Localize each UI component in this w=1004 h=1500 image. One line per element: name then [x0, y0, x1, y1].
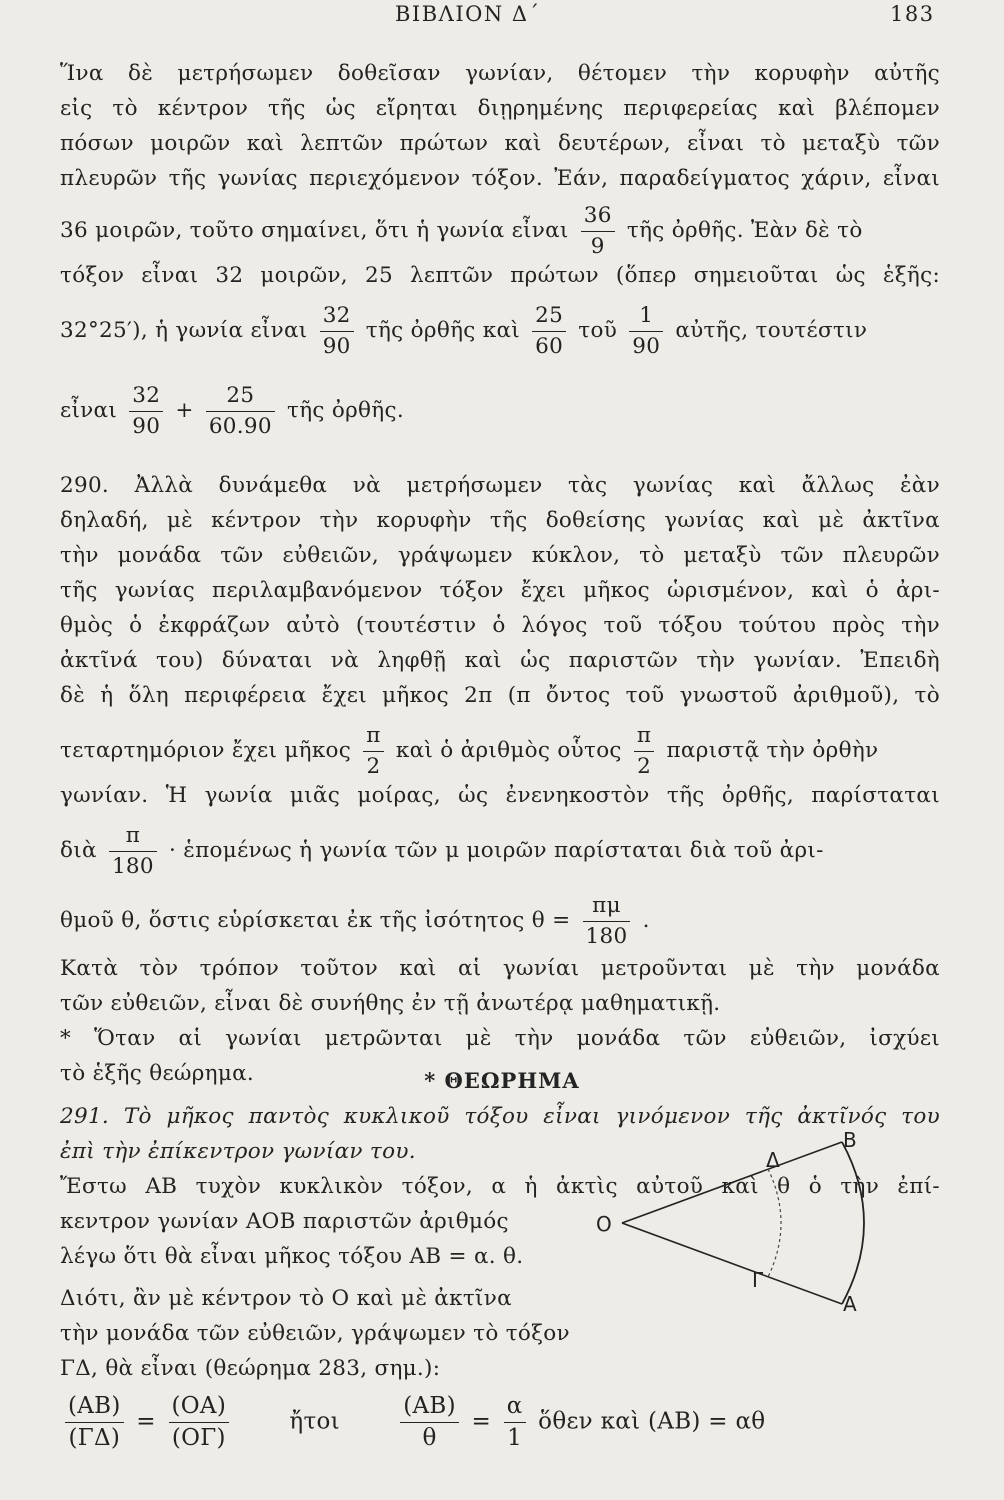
fraction: $\frac{36}{9}$ [581, 205, 615, 257]
theorem-statement: ἐπὶ τὴν ἐπίκεντρον γωνίαν του. [60, 1139, 416, 1164]
paragraph-290-line-fraction: διὰ $\frac{\pi}{180}$ · ἑπομένως ἡ γωνία τῶν μ μοιρῶν παρίσταται διὰ τοῦ ἀρι- [60, 823, 824, 879]
paragraph-290-line-fraction: θμοῦ θ, ὅστις εὑρίσκεται ἐκ τῆς ἰσότητος θ = $\frac{\pi\mu}{180}$ . [60, 893, 650, 949]
paragraph-290-line: τὴν μονάδα τῶν εὐθειῶν, γράψωμεν κύκλον, τὸ μεταξὺ τῶν πλευρῶν [60, 543, 940, 568]
text-line: εἰς τὸ κέντρον τῆς ὡς εἴρηται διῃρημένης περιφερείας καὶ βλέπομεν [60, 96, 940, 121]
theorem-statement: 291. Τὸ μῆκος παντὸς κυκλικοῦ τόξου εἶναι γινόμενον τῆς ἀκτῖνός του [60, 1104, 940, 1129]
point-label-O: Ο [596, 1212, 612, 1236]
paragraph-290-line: δὲ ἡ ὅλη περιφέρεια ἔχει μῆκος 2π (π ὄντος τοῦ γνωστοῦ ἀριθμοῦ), τὸ [60, 683, 940, 708]
proof-line: Ἔστω ΑΒ τυχὸν κυκλικὸν τόξον, α ἡ ἀκτὶς αὐτοῦ καὶ θ ὁ τὴν ἐπί- [60, 1174, 940, 1199]
paragraph-290-line: τὸ ἑξῆς θεώρημα. [60, 1061, 255, 1086]
fraction: $\frac{(OA)}{(O\Gamma)}$ [169, 1395, 230, 1450]
point-label-B: Β [843, 1128, 857, 1152]
fraction: $\frac{\alpha}{1}$ [504, 1395, 526, 1450]
theorem-title: * ΘΕΩΡΗΜΑ [424, 1068, 580, 1093]
radius-OA [622, 1223, 842, 1304]
running-head: ΒΙΒΛΙΟΝ Δ΄ [395, 2, 541, 26]
proof-line: τὴν μονάδα τῶν εὐθειῶν, γράψωμεν τὸ τόξον [60, 1321, 570, 1346]
text-line: Ἵνα δὲ μετρήσωμεν δοθεῖσαν γωνίαν, θέτομεν τὴν κορυφὴν αὐτῆς [60, 61, 940, 86]
fraction: $\frac{32}{90}$ [320, 305, 354, 357]
page-number: 183 [890, 2, 935, 26]
paragraph-290-line-fractions: τεταρτημόριον ἔχει μῆκος $\frac{\pi}{2}$ καὶ ὁ ἀριθμὸς οὗτος $\frac{\pi}{2}$ παριστᾷ τὴν ὀρθὴν [60, 723, 879, 779]
fraction: $\frac{25}{60}$ [532, 305, 566, 357]
fraction: $\frac{(AB)}{(\Gamma\Delta)}$ [65, 1395, 124, 1450]
fraction: $\frac{32}{90}$ [129, 385, 163, 437]
proof-equation: $\frac{(AB)}{(\Gamma\Delta)}$ = $\frac{(OA)}{(O\Gamma)}$ ἤτοι $\frac{(AB)}{\theta}$ = $\frac{\alpha}{1}$ ὅθεν καὶ (ΑΒ) = αθ [60, 1395, 940, 1450]
proof-line: κεντρον γωνίαν ΑΟΒ παριστῶν ἀριθμός [60, 1209, 509, 1234]
point-label-D: Δ [766, 1148, 780, 1172]
proof-line: ΓΔ, θὰ εἶναι (θεώρημα 283, σημ.): [60, 1356, 441, 1381]
fraction: $\frac{\pi}{180}$ [109, 825, 157, 877]
paragraph-290-line: τῶν εὐθειῶν, εἶναι δὲ συνήθης ἐν τῇ ἀνωτέρᾳ μαθηματικῇ. [60, 991, 721, 1016]
paragraph-290-line: Κατὰ τὸν τρόπον τοῦτον καὶ αἱ γωνίαι μετροῦνται μὲ τὴν μονάδα [60, 956, 940, 981]
proof-line: Διότι, ἂν μὲ κέντρον τὸ Ο καὶ μὲ ἀκτῖνα [60, 1286, 512, 1311]
text-line: πλευρῶν τῆς γωνίας περιεχόμενον τόξον. Ἐάν, παραδείγματος χάριν, εἶναι [60, 166, 940, 191]
text-line: πόσων μοιρῶν καὶ λεπτῶν πρώτων καὶ δευτέρων, εἶναι τὸ μεταξὺ τῶν [60, 131, 940, 156]
text-line-with-fractions: εἶναι $\frac{32}{90}$ + $\frac{25}{60.90}$ τῆς ὀρθῆς. [60, 383, 404, 439]
sector-figure [590, 1128, 890, 1318]
paragraph-290-line: τῆς γωνίας περιλαμβανόμενον τόξον ἔχει μῆκος ὡρισμένον, καὶ ὁ ἀρι- [60, 578, 940, 603]
fraction: $\frac{\pi}{2}$ [634, 725, 654, 777]
fraction: $\frac{25}{60.90}$ [206, 385, 275, 437]
fraction: $\frac{(AB)}{\theta}$ [400, 1395, 459, 1450]
radius-OB [622, 1142, 842, 1223]
text-line-with-fractions: 32°25′), ἡ γωνία εἶναι $\frac{32}{90}$ τῆς ὀρθῆς καὶ $\frac{25}{60}$ τοῦ $\frac{1}{90}$ αὐτῆς, τουτέστιν [60, 303, 868, 359]
paragraph-290-line: θμὸς ὁ ἐκφράζων αὐτὸ (τουτέστιν ὁ λόγος τοῦ τόξου τούτου πρὸς τὴν [60, 613, 940, 638]
arc-GD [768, 1169, 781, 1277]
paragraph-290-line: 290. Ἀλλὰ δυνάμεθα νὰ μετρήσωμεν τὰς γωνίας καὶ ἄλλως ἐὰν [60, 473, 940, 498]
paragraph-290-line: δηλαδή, μὲ κέντρον τὴν κορυφὴν τῆς δοθείσης γωνίας καὶ μὲ ἀκτῖνα [60, 508, 940, 533]
text-line-with-fraction: 36 μοιρῶν, τοῦτο σημαίνει, ὅτι ἡ γωνία εἶναι $\frac{36}{9}$ τῆς ὀρθῆς. Ἐὰν δὲ τὸ [60, 203, 863, 259]
point-label-A: Α [843, 1292, 857, 1316]
paragraph-290-line: ἀκτῖνά του) δύναται νὰ ληφθῇ καὶ ὡς παριστῶν τὴν γωνίαν. Ἐπειδὴ [60, 648, 940, 673]
fraction: $\frac{\pi}{2}$ [363, 725, 383, 777]
paragraph-290-line: * Ὅταν αἱ γωνίαι μετρῶνται μὲ τὴν μονάδα τῶν εὐθειῶν, ἰσχύει [60, 1026, 940, 1051]
fraction: $\frac{1}{90}$ [629, 305, 663, 357]
point-label-G: Γ [752, 1268, 764, 1292]
paragraph-290-line: γωνίαν. Ἡ γωνία μιᾶς μοίρας, ὡς ἐνενηκοστὸν τῆς ὀρθῆς, παρίσταται [60, 783, 940, 808]
arc-AB [842, 1142, 864, 1304]
fraction: $\frac{\pi\mu}{180}$ [583, 895, 631, 947]
proof-line: λέγω ὅτι θὰ εἶναι μῆκος τόξου ΑΒ = α. θ. [60, 1244, 524, 1269]
text-line: τόξον εἶναι 32 μοιρῶν, 25 λεπτῶν πρώτων (ὅπερ σημειοῦται ὡς ἑξῆς: [60, 263, 940, 288]
